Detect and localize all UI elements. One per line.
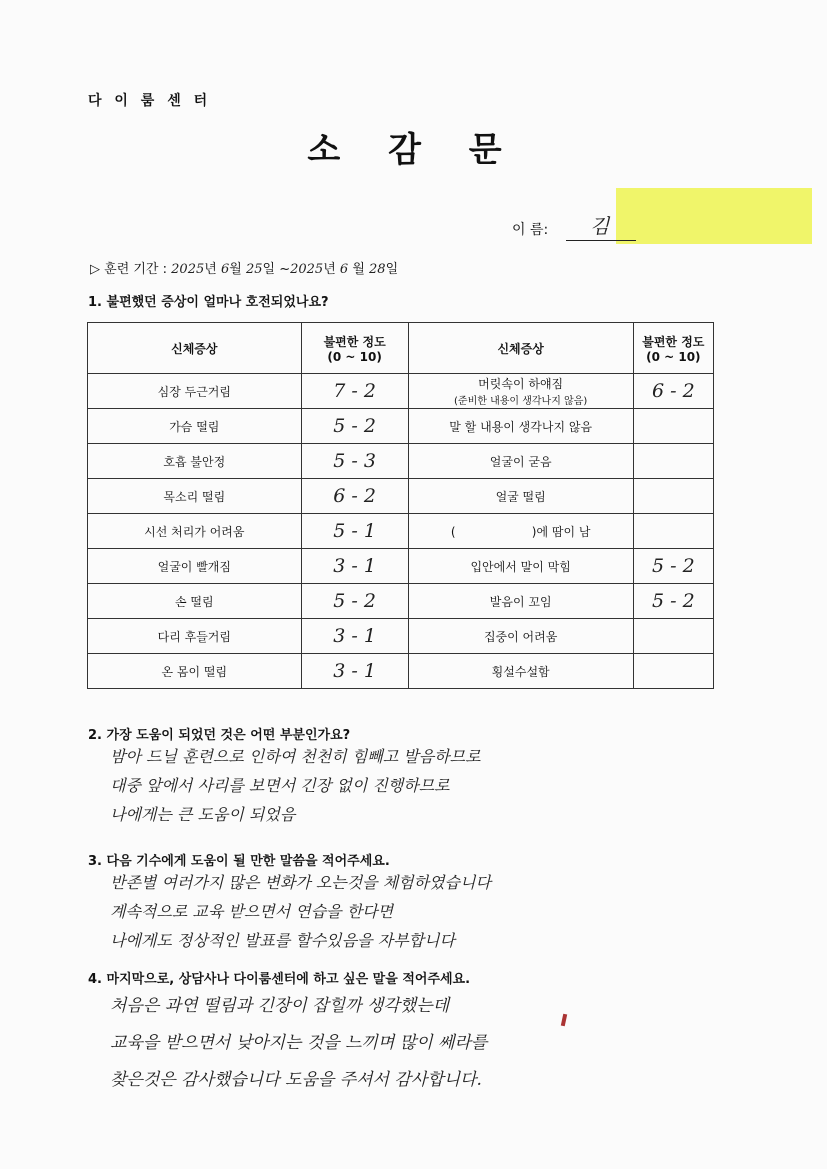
answer-line: 대중 앞에서 사리를 보면서 긴장 없이 진행하므로 (110, 776, 450, 795)
degree-right: 5 - 2 (633, 584, 713, 619)
header-degree-left (301, 323, 408, 374)
degree-left: 5 - 2 (301, 409, 408, 444)
symptom-left: 얼굴이 빨개짐 (88, 549, 302, 584)
degree-left: 5 - 3 (301, 444, 408, 479)
degree-left: 5 - 1 (301, 514, 408, 549)
answer-4 (110, 988, 487, 1099)
end-day: 28 (369, 262, 386, 277)
start-day: 25 (245, 262, 263, 277)
day-unit: 일 (262, 262, 276, 277)
table-row (88, 549, 714, 584)
question-2: 2. 가장 도움이 되었던 것은 어떤 부분인가요? (88, 728, 351, 743)
start-year: 2025 (171, 262, 205, 277)
month-unit-end: 월 (352, 262, 365, 277)
degree-label: 불편한 정도 (642, 334, 705, 349)
table-row (88, 514, 714, 549)
table-row (88, 619, 714, 654)
answer-line: 나에게는 큰 도움이 되었음 (110, 805, 296, 824)
symptom-right: 집중이 어려움 (408, 619, 633, 654)
degree-left: 3 - 1 (301, 549, 408, 584)
table-header-row (88, 323, 714, 374)
question-4: 4. 마지막으로, 상담사나 다이룸센터에 하고 싶은 말을 적어주세요. (88, 972, 471, 987)
period-tilde: ~ (279, 262, 291, 277)
symptom-table (87, 322, 714, 689)
table-row (88, 654, 714, 689)
training-period (90, 258, 398, 277)
page-title: 소 감 문 (307, 130, 520, 170)
symptom-left: 온 몸이 떨림 (88, 654, 302, 689)
symptom-left: 시선 처리가 어려움 (88, 514, 302, 549)
ink-mark (561, 1014, 567, 1027)
name-redaction-highlight (616, 188, 812, 244)
answer-2 (110, 742, 481, 829)
symptom-right: ( )에 땀이 남 (408, 514, 633, 549)
symptom-left: 호흡 불안정 (88, 444, 302, 479)
degree-left: 5 - 2 (301, 584, 408, 619)
answer-line: 반존별 여러가지 많은 변화가 오는것을 체험하였습니다 (110, 873, 491, 892)
degree-right (633, 409, 713, 444)
table-row (88, 444, 714, 479)
degree-right (633, 514, 713, 549)
degree-right (633, 479, 713, 514)
degree-left: 3 - 1 (301, 619, 408, 654)
answer-line: 나에게도 정상적인 발표를 할수있음을 자부합니다 (110, 931, 455, 950)
table-row (88, 584, 714, 619)
answer-line: 처음은 과연 떨림과 긴장이 잡힐까 생각했는데 (110, 996, 450, 1016)
degree-left: 6 - 2 (301, 479, 408, 514)
center-name: 다 이 룸 센 터 (88, 93, 212, 109)
year-unit: 년 (204, 262, 217, 277)
symptom-left: 가슴 떨림 (88, 409, 302, 444)
header-symptom-right: 신체증상 (408, 323, 633, 374)
table-row (88, 374, 714, 409)
degree-right (633, 444, 713, 479)
end-year: 2025 (290, 262, 324, 277)
degree-right: 6 - 2 (633, 374, 713, 409)
day-unit-end: 일 (385, 262, 399, 277)
degree-right (633, 654, 713, 689)
degree-right (633, 619, 713, 654)
table-row (88, 479, 714, 514)
year-unit-end: 년 (323, 262, 336, 277)
period-label: ▷ 훈련 기간 : (90, 262, 168, 277)
month-unit: 월 (229, 262, 242, 277)
header-degree-right (633, 323, 713, 374)
name-handwritten: 김 (590, 214, 610, 238)
symptom-right-note: (준비한 내용이 생각나지 않음) (454, 396, 588, 407)
name-label: 이 름: (512, 222, 549, 238)
answer-line: 교육을 받으면서 낮아지는 것을 느끼며 많이 쎄라를 (110, 1033, 488, 1053)
symptom-left: 손 떨림 (88, 584, 302, 619)
question-3: 3. 다음 기수에게 도움이 될 만한 말씀을 적어주세요. (88, 854, 390, 869)
question-1: 1. 불편했던 증상이 얼마나 호전되었나요? (88, 295, 329, 310)
symptom-right (408, 374, 633, 409)
end-month: 6 (339, 262, 349, 277)
start-month: 6 (220, 262, 230, 277)
symptom-right: 횡설수설함 (408, 654, 633, 689)
symptom-right: 얼굴이 굳음 (408, 444, 633, 479)
degree-label: 불편한 정도 (323, 334, 386, 349)
degree-range: (0 ~ 10) (327, 349, 382, 364)
answer-line: 밤아 드닐 훈련으로 인하여 천천히 힘빼고 발음하므로 (110, 747, 481, 766)
degree-range: (0 ~ 10) (646, 349, 701, 364)
symptom-left: 심장 두근거림 (88, 374, 302, 409)
symptom-right-text: 머릿속이 하얘짐 (478, 377, 564, 391)
symptom-left: 목소리 떨림 (88, 479, 302, 514)
symptom-right: 입안에서 말이 막힘 (408, 549, 633, 584)
degree-right: 5 - 2 (633, 549, 713, 584)
name-underline (566, 240, 636, 241)
table-row (88, 409, 714, 444)
symptom-left: 다리 후들거림 (88, 619, 302, 654)
symptom-right: 말 할 내용이 생각나지 않음 (408, 409, 633, 444)
degree-left: 3 - 1 (301, 654, 408, 689)
header-symptom-left: 신체증상 (88, 323, 302, 374)
degree-left: 7 - 2 (301, 374, 408, 409)
answer-3 (110, 868, 491, 955)
answer-line: 찾은것은 감사했습니다 도움을 주셔서 감사합니다. (110, 1070, 482, 1090)
symptom-right: 얼굴 떨림 (408, 479, 633, 514)
answer-line: 계속적으로 교육 받으면서 연습을 한다면 (110, 902, 394, 921)
symptom-right: 발음이 꼬임 (408, 584, 633, 619)
